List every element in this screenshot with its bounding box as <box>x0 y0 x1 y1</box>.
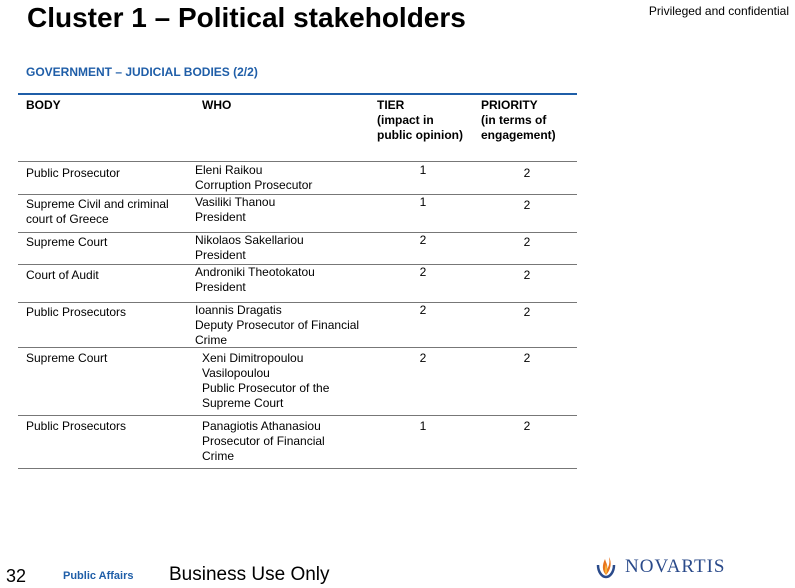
cell-priority: 2 <box>523 198 531 212</box>
table-row <box>18 265 577 303</box>
page-title: Cluster 1 – Political stakeholders <box>27 2 466 33</box>
table-row <box>18 233 577 265</box>
header-who: WHO <box>202 98 232 112</box>
cell-tier: 2 <box>419 265 427 279</box>
cell-body: Court of Audit <box>26 268 99 282</box>
cell-who: Eleni Raikou Corruption Prosecutor <box>195 163 313 192</box>
cell-body: Supreme Court <box>26 235 108 249</box>
table-row <box>18 303 577 348</box>
header-rule <box>18 147 577 162</box>
cell-priority: 2 <box>523 419 531 433</box>
cell-who: Xeni Dimitropoulou Vasilopoulou Public Prosecutor of the Supreme Court <box>202 351 330 410</box>
header-body: BODY <box>26 98 61 112</box>
logo-wordmark: NOVARTIS <box>625 556 726 577</box>
cell-tier: 2 <box>419 233 427 247</box>
classification-label: Business Use Only <box>169 564 330 585</box>
cell-priority: 2 <box>523 235 531 249</box>
page-number: 32 <box>6 566 27 586</box>
cell-priority: 2 <box>523 305 531 319</box>
table-top-rule <box>18 93 577 95</box>
section-heading: GOVERNMENT – JUDICIAL BODIES (2/2) <box>26 65 258 79</box>
cell-body: Supreme Court <box>26 351 108 365</box>
department-label: Public Affairs <box>63 570 134 582</box>
table-row <box>18 195 577 233</box>
novartis-logo <box>592 550 742 582</box>
cell-tier: 1 <box>419 163 427 177</box>
cell-priority: 2 <box>523 268 531 282</box>
cell-body: Supreme Civil and criminal court of Greece <box>26 197 169 226</box>
table-row <box>18 416 577 469</box>
cell-priority: 2 <box>523 351 531 365</box>
table-row <box>18 348 577 416</box>
table-row <box>18 162 577 195</box>
cell-body: Public Prosecutors <box>26 305 127 319</box>
cell-tier: 2 <box>419 351 427 365</box>
cell-tier: 1 <box>419 195 427 209</box>
cell-who: Vasiliki Thanou President <box>195 195 276 224</box>
cell-who: Panagiotis Athanasiou Prosecutor of Financial Crime <box>202 419 325 463</box>
cell-who: Androniki Theotokatou President <box>195 265 315 294</box>
header-tier: TIER (impact in public opinion) <box>377 98 463 142</box>
cell-priority: 2 <box>523 166 531 180</box>
novartis-flame-icon <box>594 551 618 579</box>
cell-tier: 1 <box>419 419 427 433</box>
cell-body: Public Prosecutor <box>26 166 121 180</box>
cell-tier: 2 <box>419 303 427 317</box>
cell-who: Ioannis Dragatis Deputy Prosecutor of Financial Crime <box>195 303 360 347</box>
cell-who: Nikolaos Sakellariou President <box>195 233 304 262</box>
cell-body: Public Prosecutors <box>26 419 127 433</box>
confidential-label: Privileged and confidential <box>648 4 789 18</box>
header-priority: PRIORITY (in terms of engagement) <box>481 98 556 142</box>
